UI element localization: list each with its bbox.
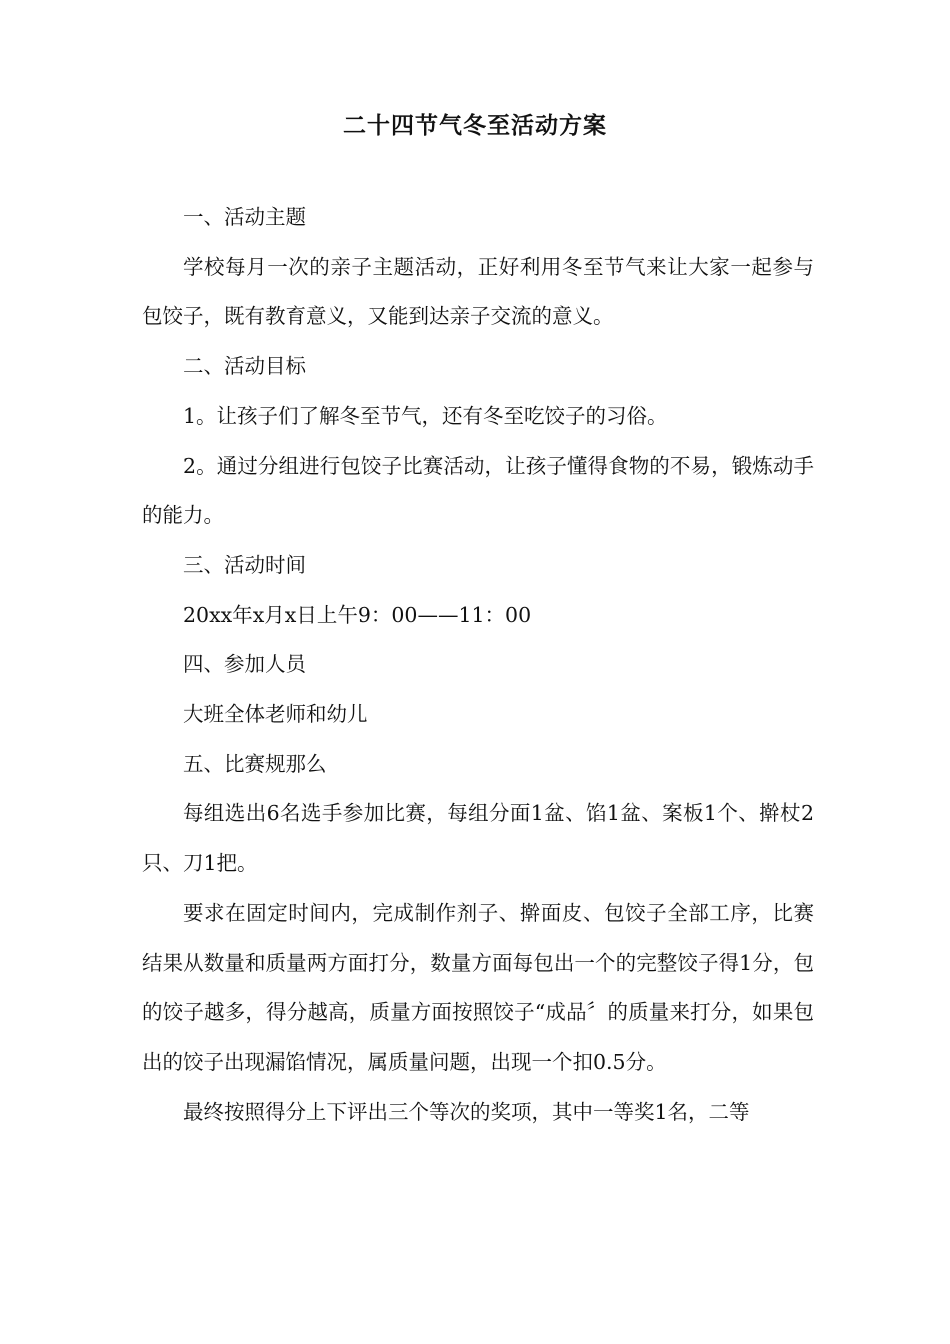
section-heading-time: 三、活动时间 [183,552,306,577]
paragraph-time-text: 20xx年x月x日上午9：00——11：00 [183,602,532,627]
document-body [142,193,814,1137]
section-heading-participants: 四、参加人员 [183,652,306,677]
paragraph-goal-2: 2。通过分组进行包饺子比赛活动，让孩子懂得食物的不易，锻炼动手的能力。 [142,453,814,528]
section-heading-rules: 五、比赛规那么 [183,751,327,776]
paragraph-theme-text: 学校每月一次的亲子主题活动，正好利用冬至节气来让大家一起参与包饺子，既有教育意义，又能到达亲子交流的意义。 [142,254,814,329]
paragraph-participants-text: 大班全体老师和幼儿 [183,702,368,727]
paragraph-rules-scoring: 要求在固定时间内，完成制作剂子、擀面皮、包饺子全部工序，比赛结果从数量和质量两方面打分，数量方面每包出一个的完整饺子得1分，包的饺子越多，得分越高，质量方面按照饺子“成品〞的质量来打分，如果包出的饺子出现漏馅情况，属质量问题，出现一个扣0.5分。 [142,900,814,1074]
paragraph-rules-equipment: 每组选出6名选手参加比赛，每组分面1盆、馅1盆、案板1个、擀杖2只、刀1把。 [142,801,814,876]
paragraph-goal-1: 1。让孩子们了解冬至节气，还有冬至吃饺子的习俗。 [183,403,668,428]
section-heading-goals: 二、活动目标 [183,354,306,379]
section-heading-theme: 一、活动主题 [183,205,306,229]
paragraph-rules-awards: 最终按照得分上下评出三个等次的奖项，其中一等奖1名，二等 [183,1099,750,1124]
document-title: 二十四节气冬至活动方案 [343,112,607,139]
